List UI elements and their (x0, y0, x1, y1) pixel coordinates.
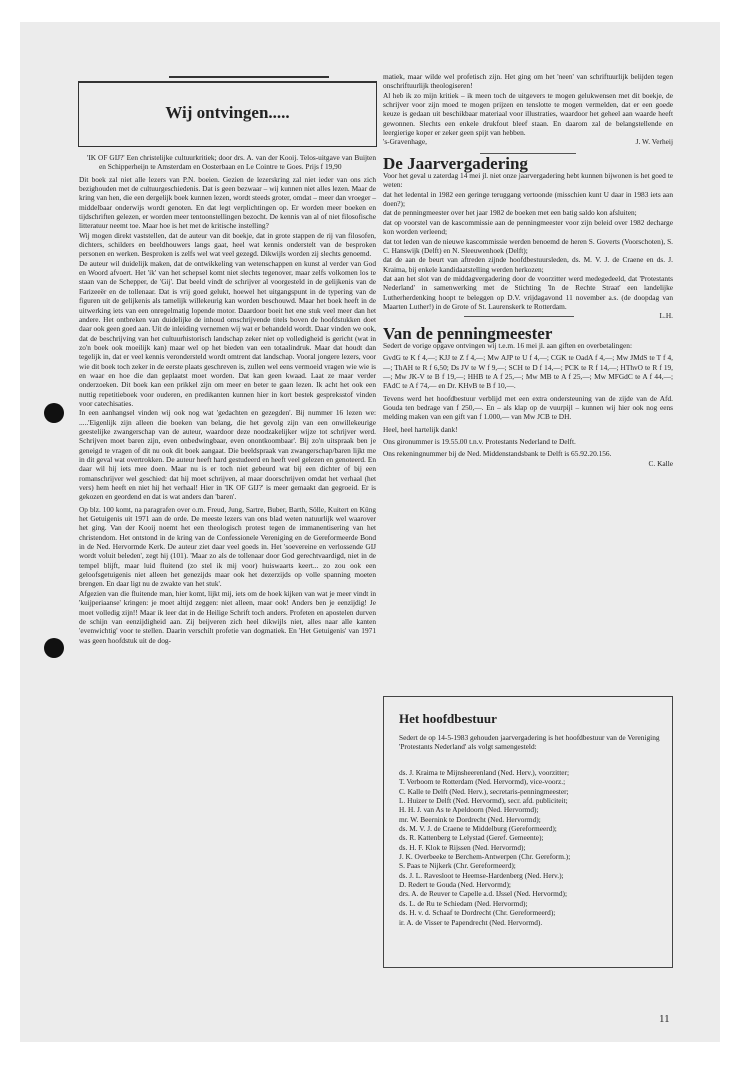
list-item: S. Paas te Nijkerk (Chr. Gereformeerd); (399, 861, 516, 871)
signature-line (383, 311, 673, 320)
paragraph: Heel, heel hartelijk dank! (383, 424, 458, 434)
place: 's-Gravenhage, (383, 137, 427, 147)
list-item: ds. R. Kattenberg te Lelystad (Geref. Gemeente); (399, 833, 544, 843)
jv-line: Voor het geval u zaterdag 14 mei jl. niet onze jaarvergadering hebt kunnen bijwonen is het goed te weten: (383, 171, 673, 190)
list-item: C. Kalle te Delft (Ned. Herv.), secretaris-penningmeester; (399, 786, 569, 796)
right-column (383, 72, 673, 468)
punch-hole (44, 638, 64, 658)
page-title: Wij ontvingen..... (165, 103, 290, 122)
separator (464, 316, 574, 317)
paragraph: In een aanhangsel vinden wij ook nog wat 'gedachten en gezegden'. Bij nummer 16 lezen we: .....'Eigenlijk zijn alleen die boeken van belang, die het gevolg zijn van een onwillekeurige geestelijke zwangerschap van de auteur, waardoor deze noodzakelijker wijze tot schrijver werd. Schrijven moet baren zijn, even onbedwingbaar, even onontkoombaar'. Bij zo'n uitspraak ben je geneigd te vragen of dit nu ook dit boek aangaat. Die beeldspraak van zwangerschap/baren lijkt me in dit geval wat overtrokken. De auteur heeft hard gestudeerd en heeft veel gelezen en genoteerd. En daar wil hij iets mee doen. Maar nu is er toch niet gebeurd wat bij een dichter of bij een romanschrijver wel geschied: dat hij moet schrijven, al maar doorschrijven omdat het verhaal (het vers) hem heeft en niet hij het verhaal! Hier in 'IK OF GIJ?' is meer gemaakt dan gegroeid. Er is gekozen en geordend en dat is wat anders dan 'baren'. (79, 408, 376, 502)
paragraph: Ons gironummer is 19.55.00 t.n.v. Protestants Nederland te Delft. (383, 437, 576, 447)
section-title-jaarvergadering: De Jaarvergadering (383, 153, 528, 173)
left-column (79, 153, 376, 645)
book-intro: 'IK OF GIJ?' Een christelijke cultuurkritiek; door drs. A. van der Kooij. Telos-uitgave van Buijten en Schipperheijn te Amsterdam en Oosterbaan en Le Cointre te Goes. Prijs f 19,90 (87, 153, 376, 172)
list-item: T. Verboom te Rotterdam (Ned. Hervormd), vice-voorz.; (399, 777, 566, 787)
gifts-list: GvdG te K f 4,—; KJJ te Z f 4,—; Mw AJP te U f 4,—; CGK te OadA f 4,—; Mw JMdS te T f 4,—; ThAH te R f 6,50; Ds JV te W f 9,—; SCH te D f 14,—; PCK te R f 14,—; HThvO te R f 19,—; Mw JK-V te B f 19,—; HHB te A f 25,—; Mw MB te A f 25,—; Mw MFGdC te A f 44,—; FAdC te A f 74,— en Dr. KHvB te B f 10,—. (383, 353, 673, 391)
hoofdbestuur-box (383, 696, 673, 968)
paragraph: Op blz. 100 komt, na paragrafen over o.m. Freud, Jung, Sartre, Buber, Barth, Sölle, Kuitert en Küng het Getuigenis uit 1971 aan de orde. De meeste lezers van ons blad weten natuurlijk wel waarover het ging. Van der Kooij noemt het een theologisch protest tegen de immanentisering van het christendom. Het ontstond in de kring van de Confessionele Vereniging en de Gereformeerde Bond in de Ned. Hervormde Kerk. De auteur ziet daar veel goeds in. Het 'soevereine en verlossende GIJ wordt voluit beleden', zegt hij (101). 'Maar zo als de tollenaar door God gerechtvaardigd, niet in de tempel blijft, maar luid fluitend (zo stel ik mij voor) huiswaarts keert... zo zou ook een geloofsgetuigenis niet alleen het genezijds maar ook het dezerzijds op volle spanning moeten brengen. En daar ligt nu de zwakte van het stuk'. (79, 504, 376, 589)
jv-line: dat tot leden van de nieuwe kascommissie werden benoemd de heren S. Goverts (Voorschoten), S. C. Hanswijk (Delft) en N. Sleeuwenhoek (Delft); (383, 236, 673, 255)
author: L.H. (659, 311, 673, 321)
paragraph: De auteur wil duidelijk maken, dat de ontwikkeling van wetenschappen en kunst al verder van God en Woord afvoert. Het 'ik' van het schepsel komt niet slechts tegenover, maar zelfs volkomen los te staan van de Schepper, de 'Gij'. Dat beeld vindt de schrijver al voorgesteld in de gelijkenis van de Farizeeër en de tollenaar. Dat is vrij goed gelukt, hoewel het uitgangspunt in de typering van de figuren uit de gelijkenis als tamelijk willekeurig kan worden beschouwd. Maar het boek heeft in de uitwerking iets van een onregelmatig lopende motor. Daardoor boeit het ene stuk veel meer dan het andere. Het ontbreken van duidelijke de inhoud omschrijvende titels boven de hoofdstukken doet daar ook geen goed aan. Uit de inleiding vernemen wij wat er behandeld wordt. Daar vinden we ook, dat de beschrijving van het cultuurhistorisch landschap zeker niet op volledigheid is gericht (wat in zo'n boek ook moeilijk kan) maar wel op het bieden van een totaalindruk. Maar dat houdt dan tegelijk in, dat er veel kennis verondersteld wordt omtrent dat landschap. Vooral jongere lezers, voor wie dit boek toch zeker in de eerste plaats geschreven is, zullen wel eens vermoeid vragen wie wie is en waar en hoe die dan geplaatst moet worden. Dat kan geen kwaad. Laat ze maar verder onderzoeken. Dit boek kan een prikkel zijn om meer en beter te gaan lezen. Ik acht het ook een nuttig repetitieboek voor ouderen, en predikanten kunnen hier in kort bestek gespreksstof vinden voor catechisaties. (79, 258, 376, 408)
paragraph: Wij mogen direkt vaststellen, dat de auteur van dit boekje, dat in grote stappen de rij van filosofen, dichters, schilders en beeldhouwers langs gaat, heel wat kennis onderstelt van de besproken personen en werken. Besproken is zelfs wel wat veel gezegd. Dikwijls worden zij slechts genoemd. (79, 230, 376, 259)
list-item: ds. M. V. J. de Craene te Middelburg (Gereformeerd); (399, 824, 557, 834)
list-item: L. Huizer te Delft (Ned. Hervormd), secr. afd. publiciteit; (399, 796, 568, 806)
jv-line: dat de penningmeester over het jaar 1982 de boeken met een batig saldo kon afsluiten; (383, 208, 637, 218)
list-item: H. H. J. van As te Apeldoorn (Ned. Hervormd); (399, 805, 539, 815)
list-item: ds. H. F. Klok te Rijssen (Ned. Hervormd); (399, 842, 526, 852)
paragraph: Dit boek zal niet alle lezers van P.N. boeien. Gezien de lezerskring zal niet ieder van ons zich bezighouden met de cultuurgeschiedenis. Dat is geen bezwaar – wij kunnen niet alles lezen. Maar de kring van hen, die een dergelijk boek kunnen lezen, wordt steeds groter, omdat – meer dan vroeger – middelbaar onderwijs wordt genoten. En dat legt verplichtingen op. Er worden meer boeken en tijdschriften gelezen, er worden meer tentoonstellingen bezocht. De kennis van al of niet filosofische litteratuur neemt toe. Maar hoe is het met de kritische instelling? (79, 174, 376, 231)
title-rule (169, 76, 329, 78)
list-item: ir. A. de Visser te Papendrecht (Ned. Hervormd). (399, 917, 543, 927)
jv-line: dat aan het slot van de middagvergadering door de voorzitter werd medegedeeld, dat 'Protestants Nederland' in samenwerking met de Stichting 'In de Rechte Straat' een landelijke Lutherherdenking hoopt te beleggen op D.V. vrijdagavond 11 november a.s. (de doopdag van Maarten Luther!) in de Grote of St. Laurenskerk te Rotterdam. (383, 273, 673, 311)
list-item: ds. L. de Ru te Schiedam (Ned. Hervormd); (399, 898, 528, 908)
paragraph: Tevens werd het hoofdbestuur verblijd met een extra ondersteuning van de zijde van de Afd. Gouda ten bedrage van f 250,—. En – als klap op de vuurpijl – kunnen wij hier ook nog eens melding maken van een gift van f 1.000,— van Mw JCB te DH. (383, 393, 673, 422)
jv-line: dat op voorstel van de kascommissie aan de penningmeester voor zijn beleid over 1982 decharge kon worden verleend; (383, 217, 673, 237)
list-item: J. K. Overbeeke te Berchem-Antwerpen (Chr. Gereform.); (399, 852, 571, 862)
hoofdbestuur-intro: Sedert de op 14-5-1983 gehouden jaarvergadering is het hoofdbestuur van de Vereniging 'Protestants Nederland' als volgt samengesteld: (399, 733, 660, 752)
title-box (78, 81, 377, 147)
punch-hole (44, 403, 64, 423)
jv-line: dat de aan de beurt van aftreden zijnde hoofdbestuursleden, ds. M. V. J. de Craene en ds. J. Kraima, bij enkele kandidaatstelling werden herkozen; (383, 255, 673, 274)
list-item: ds. J. Kraima te Mijnsheerenland (Ned. Herv.), voorzitter; (399, 768, 570, 777)
member-list (399, 768, 667, 927)
paragraph: matiek, maar wilde wel profetisch zijn. Het ging om het 'neen' van schriftuurlijk belijden tegen onschriftuurlijk theologiseren! (383, 72, 673, 91)
paragraph: Sedert de vorige opgave ontvingen wij t.e.m. 16 mei jl. aan giften en overbetalingen: (383, 340, 633, 350)
list-item: ds. J. L. Ravesloot te Heemse-Hardenberg (Ned. Herv.); (399, 870, 564, 880)
paragraph: Afgezien van die fluitende man, hier komt, lijkt mij, iets om de hoek kijken van wat je meer vindt in 'kuijperiaanse' kringen: je moet altijd zeggen: niet alleen, maar ook! Anders ben je eenzijdig! Je moet volledig zijn!! Maar ik leer dat in de Heilige Schrift toch anders. Profeten en apostelen durven de schijn van eenzijdigheid aan. Zij beijveren zich heel dikwijls niet, alles naar alle kanten 'evenwichtig' voor te stellen. Daarin verschilt profetie van dogmatiek. En 'Het Getuigenis' van 1971 was geen hoofdstuk uit de dog- (79, 588, 376, 645)
paragraph: Ons rekeningnummer bij de Ned. Middenstandsbank te Delft is 65.92.20.156. (383, 449, 612, 459)
author: C. Kalle (648, 458, 673, 468)
list-item: D. Redert te Gouda (Ned. Hervormd); (399, 880, 511, 890)
list-item: drs. A. de Reuver te Capelle a.d. IJssel (Ned. Hervormd); (399, 889, 568, 899)
paragraph: Al heb ik zo mijn kritiek – ik meen toch de uitgevers te mogen gelukwensen met dit boekje, de schrijver voor zijn moed te mogen prijzen en tenslotte te mogen vermelden, dat er een goede keuze is gedaan uit beschikbaar materiaal voor illustraties, waardoor het geheel aan waarde heeft gewonnen. Slechts een enkele drukfout bleef staan. En daarom zal de belangstellende en leergierige koper er zeker geen spijt van hebben. (383, 90, 673, 138)
page-number: 11 (659, 1013, 670, 1025)
section-title-penningmeester: Van de penningmeester (383, 323, 553, 343)
author: J. W. Verheij (635, 137, 673, 147)
jv-line: dat het ledental in 1982 een geringe teruggang vertoonde (misschien kunt U daar in 1983 iets aan doen?); (383, 189, 673, 209)
section-title-hoofdbestuur: Het hoofdbestuur (399, 711, 497, 726)
list-item: ds. H. v. d. Schaaf te Dordrecht (Chr. Gereformeerd); (399, 908, 556, 918)
list-item: mr. W. Beernink te Dordrecht (Ned. Hervormd); (399, 814, 541, 824)
signature-line (383, 137, 673, 146)
